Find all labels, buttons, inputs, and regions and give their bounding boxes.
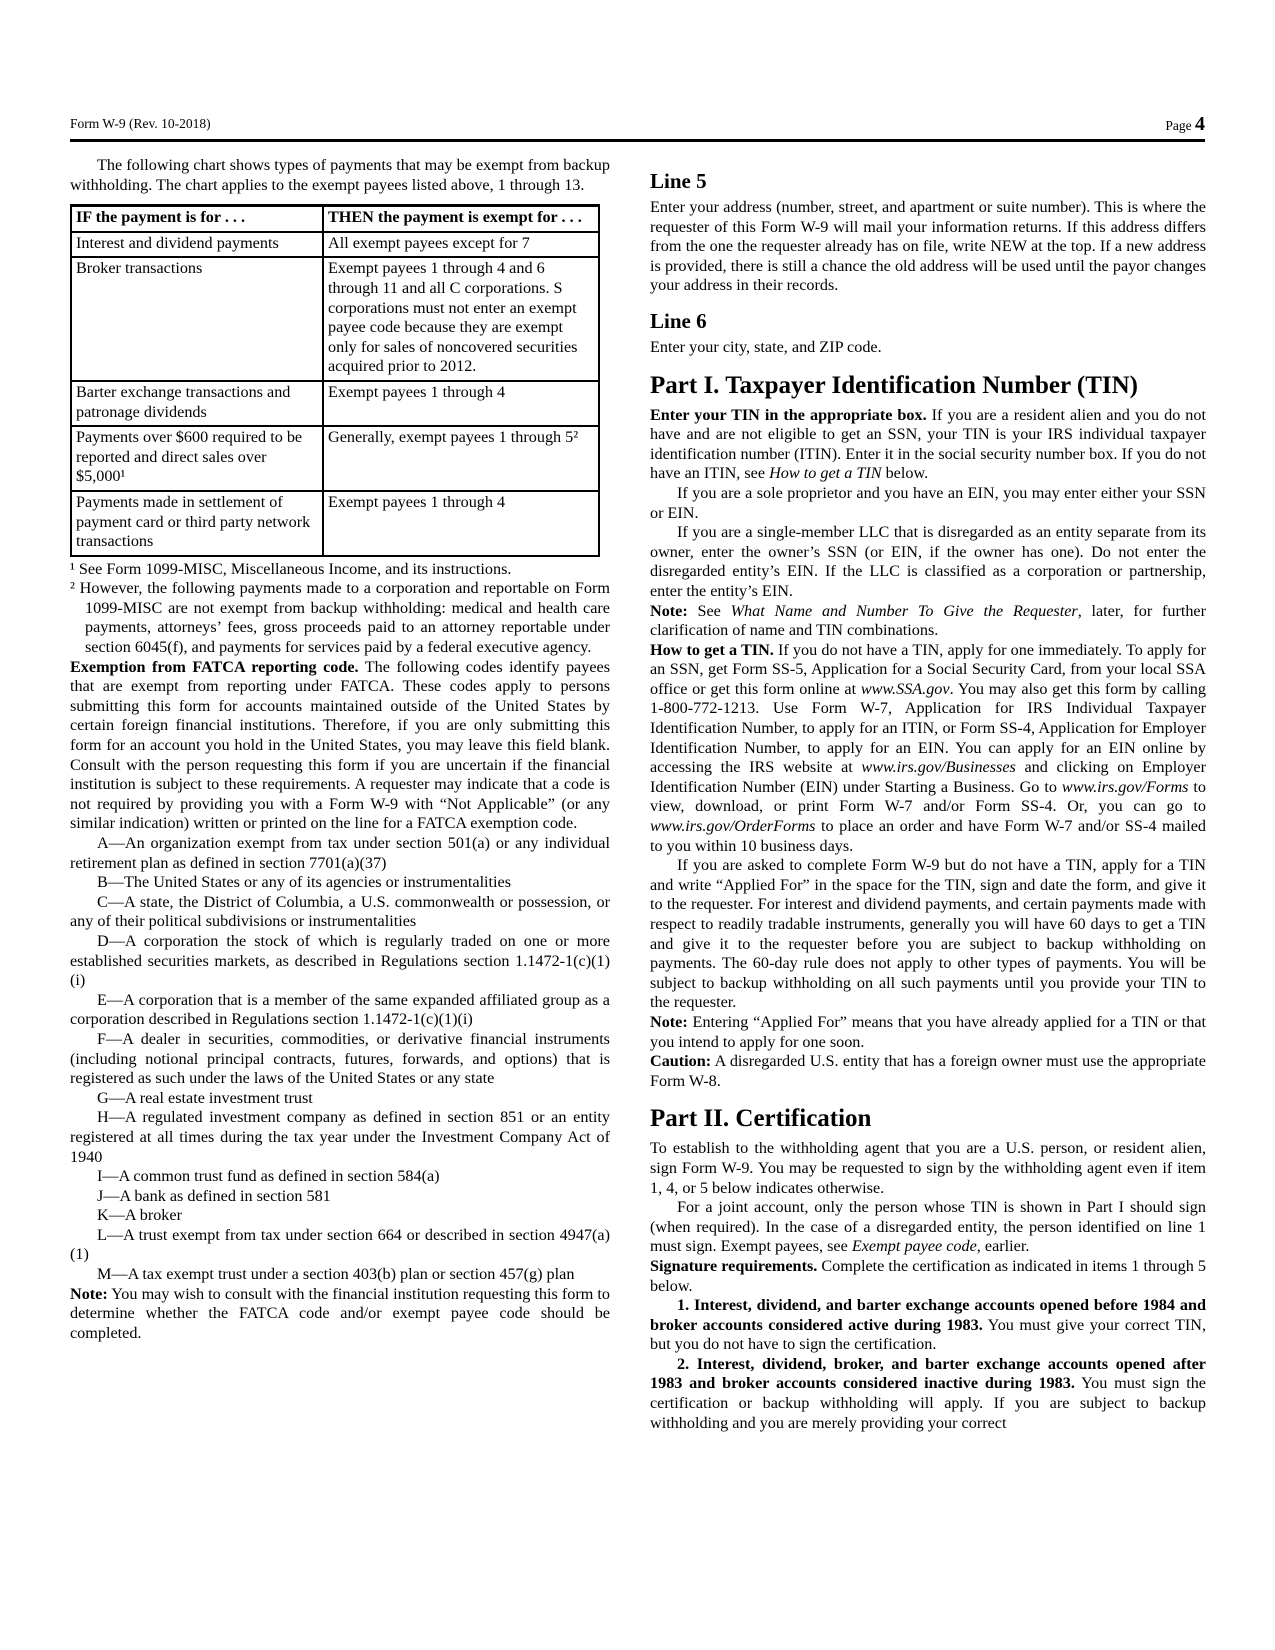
- table-body: [71, 232, 599, 556]
- certification-intro-paragraph: To establish to the withholding agent that you are a U.S. person, or resident alien, sign Form W-9. You may be requested to sign by the withholding agent even if item 1, 4, or 5 below indicates otherwise.: [650, 1139, 1206, 1197]
- signature-item-2: 2. Interest, dividend, broker, and barter exchange accounts opened after 1983 and broker accounts considered inactive during 1983. You must sign the certification or backup withholding will apply. If you are subject to backup withholding and you are merely providing your correct: [650, 1354, 1206, 1432]
- payment-type-cell: Barter exchange transactions and patronage dividends: [71, 381, 323, 426]
- sole-proprietor-paragraph: If you are a sole proprietor and you have an EIN, you may enter either your SSN or EIN.: [650, 483, 1206, 522]
- fatca-code-b: B—The United States or any of its agencies or instrumentalities: [97, 873, 512, 892]
- page-number: [1165, 113, 1205, 136]
- signature-item-1: 1. Interest, dividend, and barter exchange accounts opened before 1984 and broker accounts considered active during 1983. You must give your correct TIN, but you do not have to sign the certification.: [650, 1296, 1206, 1354]
- right-column: [650, 156, 1206, 1433]
- tin-box-paragraph: Enter your TIN in the appropriate box. If you are a resident alien and you do not have and are not eligible to get an SSN, your TIN is your IRS individual taxpayer identification number (ITIN). Enter it in the social security number box. If you do not have an ITIN, see How to get a TIN below.: [650, 405, 1206, 483]
- page-label: Page: [1165, 118, 1192, 133]
- fatca-code-d: D—A corporation the stock of which is regularly traded on one or more established securities markets, as described in Regulations section 1.1472-1(c)(1)(i): [70, 931, 610, 990]
- line-5-heading: Line 5: [650, 169, 707, 193]
- fatca-exemption-paragraph: Exemption from FATCA reporting code. The following codes identify payees that are exempt from reporting under FATCA. These codes apply to persons submitting this form for accounts maintained outside of the United States by certain foreign financial institutions. Therefore, if you are only submitting this form for an account you hold in the United States, you may leave this field blank. Consult with the person requesting this form if you are uncertain if the financial institution is subject to these requirements. A requester may indicate that a code is not required by providing you with a Form W-9 with “Not Applicable” (or any similar indication) written or printed on the line for a FATCA exemption code.: [70, 657, 610, 833]
- part-1-heading: Part I. Taxpayer Identification Number (TIN): [650, 371, 1138, 399]
- exemption-cell: All exempt payees except for 7: [323, 232, 599, 258]
- table-header: [71, 206, 599, 232]
- fatca-code-g: G—A real estate investment trust: [97, 1088, 313, 1107]
- fatca-code-a: A—An organization exempt from tax under section 501(a) or any individual retirement plan as defined in section 7701(a)(37): [70, 834, 610, 872]
- line-6-heading: Line 6: [650, 308, 707, 333]
- line-5-paragraph: Enter your address (number, street, and apartment or suite number). This is where the requester of this Form W-9 will mail your information returns. If this address differs from the one the requester already has on file, write NEW at the top. If a new address is provided, there is still a chance the old address will be used until the payor changes your address in their records.: [650, 198, 1206, 295]
- footnote-1: ¹ See Form 1099-MISC, Miscellaneous Income, and its instructions.: [70, 559, 512, 578]
- footnote-2: ² However, the following payments made to a corporation and reportable on Form 1099-MISC are not exempt from backup withholding: medical and health care payments, attorneys’ fees, gross proceeds paid to an attorney reportable under section 6045(f), and payments for services paid by a federal executive agency.: [70, 579, 610, 657]
- table-row: [71, 381, 599, 426]
- header-rule: [70, 139, 1205, 142]
- intro-block: [70, 156, 610, 195]
- single-member-llc-paragraph: If you are a single-member LLC that is disregarded as an entity separate from its owner, enter the owner’s SSN (or EIN, if the owner has one). Do not enter the disregarded entity’s EIN. If the LLC is classified as a corporation or partnership, enter the entity’s EIN.: [650, 523, 1206, 600]
- exemption-cell: Exempt payees 1 through 4 and 6 through 11 and all C corporations. S corporations must not enter an exempt payee code because they are exempt only for sales of noncovered securities acquired prior to 2012.: [323, 257, 599, 381]
- form-id: Form W-9 (Rev. 10-2018): [70, 116, 211, 131]
- fatca-code-j: J—A bank as defined in section 581: [97, 1186, 331, 1205]
- payment-type-cell: Payments over $600 required to be reported and direct sales over $5,000¹: [71, 426, 323, 491]
- fatca-code-f: F—A dealer in securities, commodities, or derivative financial instruments (including notional principal contracts, futures, forwards, and options) that is registered as such under the laws of the United States or any state: [70, 1029, 610, 1088]
- name-number-note: Note: See What Name and Number To Give the Requester, later, for further clarification of name and TIN combinations.: [650, 601, 1206, 640]
- signature-requirements-paragraph: Signature requirements. Complete the certification as indicated in items 1 through 5 below.: [650, 1256, 1206, 1295]
- table-row: [71, 426, 599, 491]
- page-header: [70, 104, 1205, 138]
- applied-for-note: Note: Entering “Applied For” means that you have already applied for a TIN or that you intend to apply for one soon.: [650, 1012, 1206, 1051]
- fatca-code-l: L—A trust exempt from tax under section 664 or described in section 4947(a)(1): [70, 1225, 610, 1264]
- payment-type-cell: Payments made in settlement of payment card or third party network transactions: [71, 491, 323, 556]
- line-6-paragraph: Enter your city, state, and ZIP code.: [650, 337, 882, 356]
- payment-type-cell: Broker transactions: [71, 257, 323, 381]
- applied-for-paragraph: If you are asked to complete Form W-9 but do not have a TIN, apply for a TIN and write “Applied For” in the space for the TIN, sign and date the form, and give it to the requester. For interest and dividend payments, and certain payments made with respect to readily tradable instruments, generally you will have 60 days to get a TIN and give it to the requester before you are subject to backup withholding on payments. The 60-day rule does not apply to other types of payments. You will be subject to backup withholding on all such payments until you provide your TIN to the requester.: [650, 856, 1206, 1012]
- fatca-code-c: C—A state, the District of Columbia, a U.S. commonwealth or possession, or any of their political subdivisions or instrumentalities: [70, 892, 610, 931]
- how-to-get-tin-paragraph: How to get a TIN. If you do not have a TIN, apply for one immediately. To apply for an SSN, get Form SS-5, Application for a Social Security Card, from your local SSA office or get this form online at www.SSA.gov. You may also get this form by calling 1-800-772-1213. Use Form W-7, Application for IRS Individual Taxpayer Identification Number, to apply for an ITIN, or Form SS-4, Application for Employer Identification Number, to apply for an EIN. You can apply for an EIN online by accessing the IRS website at www.irs.gov/Businesses and clicking on Employer Identification Number (EIN) under Starting a Business. Go to www.irs.gov/Forms to view, download, or print Form W-7 and/or Form SS-4. Or, you can go to www.irs.gov/OrderForms to place an order and have Form W-7 and/or SS-4 mailed to you within 10 business days.: [650, 640, 1207, 855]
- footnotes-and-fatca-block: [70, 560, 610, 1344]
- fatca-code-k: K—A broker: [97, 1206, 182, 1225]
- table-row: [71, 491, 599, 556]
- table-row: [71, 257, 599, 381]
- fatca-note: Note: You may wish to consult with the financial institution requesting this form to determine whether the FATCA code and/or exempt payee code should be completed.: [70, 1284, 610, 1342]
- table-row: [71, 232, 599, 258]
- fatca-code-e: E—A corporation that is a member of the same expanded affiliated group as a corporation described in Regulations section 1.1472-1(c)(1)(i): [70, 990, 610, 1029]
- caution-paragraph: Caution: A disregarded U.S. entity that has a foreign owner must use the appropriate Form W-8.: [650, 1052, 1206, 1090]
- if-column-header: IF the payment is for . . .: [71, 206, 323, 232]
- fatca-code-m: M—A tax exempt trust under a section 403(b) plan or section 457(g) plan: [97, 1265, 575, 1284]
- exempt-payments-table: [70, 204, 600, 557]
- table-header-row: [71, 206, 599, 232]
- exemption-cell: Generally, exempt payees 1 through 5²: [323, 426, 599, 491]
- joint-account-paragraph: For a joint account, only the person whose TIN is shown in Part I should sign (when required). In the case of a disregarded entity, the person identified on line 1 must sign. Exempt payees, see Exempt payee code, earlier.: [650, 1198, 1206, 1256]
- part-2-heading: Part II. Certification: [650, 1105, 872, 1133]
- exemption-cell: Exempt payees 1 through 4: [323, 381, 599, 426]
- then-column-header: THEN the payment is exempt for . . .: [323, 206, 599, 232]
- payment-type-cell: Interest and dividend payments: [71, 232, 323, 258]
- page-number-value: 4: [1195, 113, 1205, 135]
- left-column: [70, 156, 610, 1343]
- fatca-code-h: H—A regulated investment company as defined in section 851 or an entity registered at all times during the tax year under the Investment Company Act of 1940: [70, 1108, 610, 1166]
- intro-paragraph: The following chart shows types of payments that may be exempt from backup withholding. The chart applies to the exempt payees listed above, 1 through 13.: [70, 156, 610, 194]
- fatca-code-i: I—A common trust fund as defined in section 584(a): [97, 1167, 440, 1186]
- exemption-cell: Exempt payees 1 through 4: [323, 491, 599, 556]
